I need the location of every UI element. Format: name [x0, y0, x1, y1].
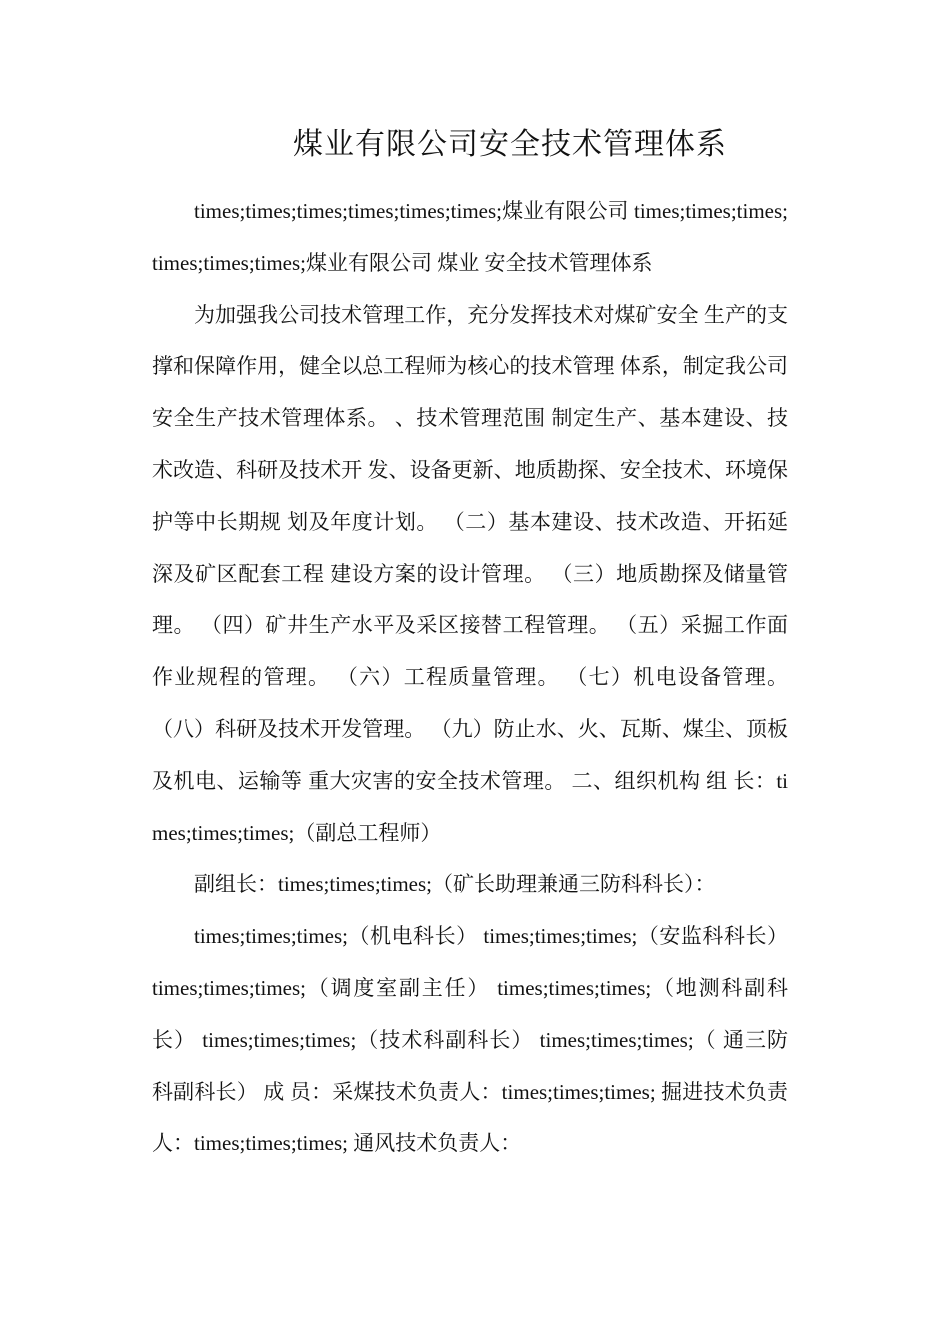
- document-title: 煤业有限公司安全技术管理体系: [293, 128, 727, 161]
- paragraph-deputy-leader: 副组长：times;times;times;（矿长助理兼通三防科科长）：: [194, 872, 716, 897]
- paragraph-heading-text: times;times;times;times;times;times;煤业有限公司 times;times;times;times;times;times;煤业有限公司 煤业 安全技术管理体系: [152, 199, 788, 275]
- document-body: [152, 186, 788, 1170]
- paragraph-members: times;times;times;（机电科长） times;times;times;（安监科科长） times;times;times;（调度室副主任） times;times;times;（地测科副科长） times;times;times;（技术科副科长） times;times;times;（ 通三防科副科长） 成 员：采煤技术负责人：times;times;times; 掘进技术负责人：times;times;times; 通风技术负责人：: [152, 924, 788, 1156]
- paragraph-management-scope: 为加强我公司技术管理工作，充分发挥技术对煤矿安全 生产的支撑和保障作用，健全以总工程师为核心的技术管理 体系，制定我公司安全生产技术管理体系。 、技术管理范围 制定生产、基本建设、技术改造、科研及技术开 发、设备更新、地质勘探、安全技术、环境保护等中长期规 划及年度计划。 （二）基本建设、技术改造、开拓延深及矿区配套工程 建设方案的设计管理。 （三）地质勘探及储量管理。 （四）矿井生产水平及采区接替工程管理。 （五）采掘工作面作业规程的管理。 （六）工程质量管理。 （七）机电设备管理。 （八）科研及技术开发管理。 （九）防止水、火、瓦斯、煤尘、顶板及机电、运输等 重大灾害的安全技术管理。 二、组织机构 组 长：times;times;times;（副总工程师）: [152, 302, 788, 845]
